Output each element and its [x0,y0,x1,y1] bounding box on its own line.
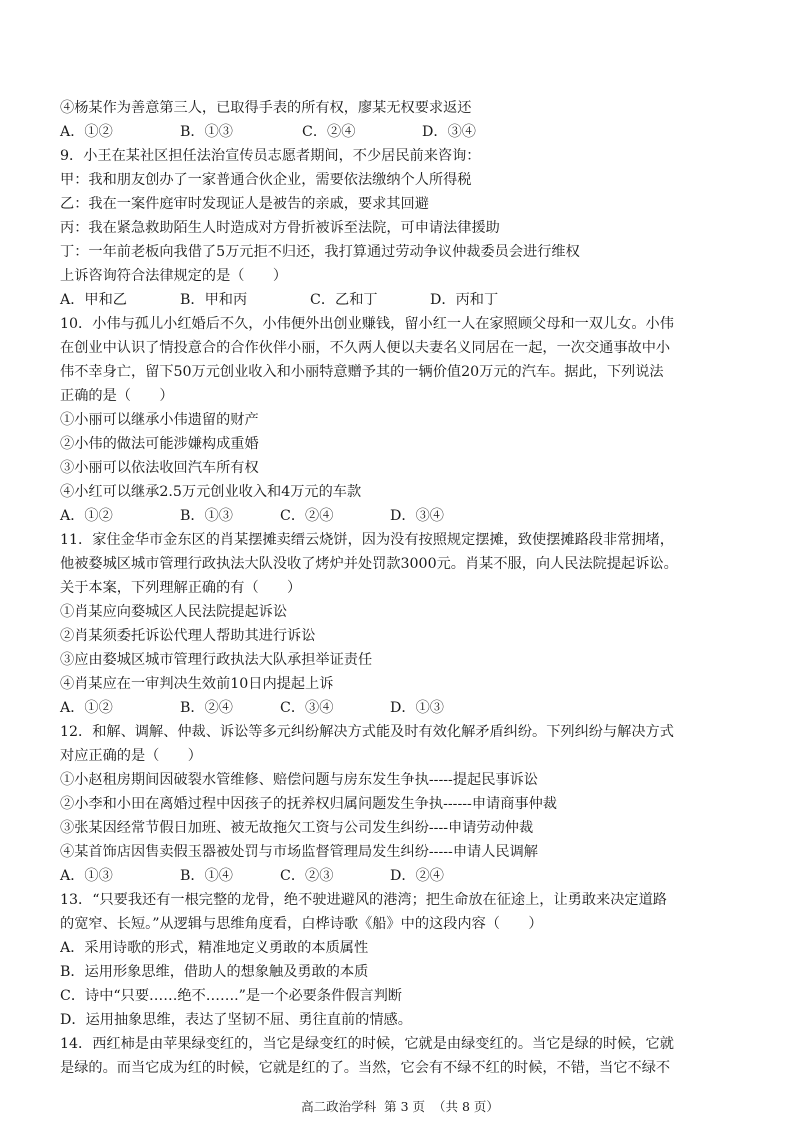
option-d: D．①③ [390,700,444,716]
q13-stem-2: 的宽窄、长短。”从逻辑与思维角度看，白桦诗歌《船》中的这段内容（ ） [60,916,543,932]
option-a: A．①② [60,124,113,140]
option-b: B．②④ [180,700,233,716]
option-d: D．丙和丁 [430,292,499,308]
q12-options [60,864,738,888]
option-d: D．③④ [422,124,476,140]
q9-stem: 9．小王在某社区担任法治宣传员志愿者期间，不少居民前来咨询： [60,148,481,164]
q8-statement-4: ④杨某作为善意第三人，已取得手表的所有权，廖某无权要求返还 [60,100,472,116]
option-a: A．①③ [60,868,113,884]
q11-stem-1: 11．家住金华市金东区的肖某摆摊卖缙云烧饼，因为没有按照规定摆摊，致使摆摊路段非常拥堵， [60,532,674,548]
q12-statement-4: ④某首饰店因售卖假玉器被处罚与市场监督管理局发生纠纷-----申请人民调解 [60,844,538,860]
q12-statement-3: ③张某因经常节假日加班、被无故拖欠工资与公司发生纠纷----申请劳动仲裁 [60,820,534,836]
q10-options [60,504,738,528]
q11-statement-4: ④肖某应在一审判决生效前10日内提起上诉 [60,676,334,692]
option-b: B．①③ [180,124,233,140]
q9-item-ding: 丁：一年前老板向我借了5万元拒不归还，我打算通过劳动争议仲裁委员会进行维权 [60,244,580,260]
q9-item-yi: 乙：我在一案件庭审时发现证人是被告的亲戚，要求其回避 [60,196,429,212]
q11-question: 关于本案，下列理解正确的有（ ） [60,580,302,596]
q10-stem-3: 伟不幸身亡，留下50万元创业收入和小丽特意赠予其的一辆价值20万元的汽车。据此，下列说法 [60,364,664,380]
option-d: D．③④ [390,508,444,524]
option-c: C．②④ [302,124,356,140]
q11-options [60,696,738,720]
q8-options [60,120,738,144]
q10-stem-2: 在创业中认识了情投意合的合作伙伴小丽，不久两人便以夫妻名义同居在一起，一次交通事故中小 [60,340,671,356]
q11-statement-3: ③应由婺城区城市管理行政执法大队承担举证责任 [60,652,373,668]
q10-statement-2: ②小伟的做法可能涉嫌构成重婚 [60,436,259,452]
q10-statement-1: ①小丽可以继承小伟遗留的财产 [60,412,259,428]
option-c: C．②④ [280,508,334,524]
q12-stem-1: 12．和解、调解、仲裁、诉讼等多元纠纷解决方式能及时有效化解矛盾纠纷。下列纠纷与解决方式 [60,724,674,740]
q12-statement-2: ②小李和小田在离婚过程中因孩子的抚养权归属问题发生争执------申请商事仲裁 [60,796,557,812]
q13-option-a: A．采用诗歌的形式，精准地定义勇敢的本质属性 [60,940,369,956]
q10-stem-1: 10．小伟与孤儿小红婚后不久，小伟便外出创业赚钱，留小红一人在家照顾父母和一双儿女。小伟 [60,316,674,332]
option-d: D．②④ [390,868,444,884]
q13-option-c: C．诗中“只要……绝不…….”是一个必要条件假言判断 [60,988,402,1004]
q9-question: 上诉咨询符合法律规定的是（ ） [60,268,288,284]
q13-option-d: D．运用抽象思维，表达了坚韧不屈、勇往直前的情感。 [60,1012,412,1028]
option-c: C．乙和丁 [310,292,378,308]
option-a: A．①② [60,700,113,716]
q12-statement-1: ①小赵租房期间因破裂水管维修、赔偿问题与房东发生争执-----提起民事诉讼 [60,772,538,788]
q13-stem-1: 13．“只要我还有一根完整的龙骨，绝不驶进避风的港湾；把生命放在征途上，让勇敢来决定道路 [60,892,667,908]
q11-stem-2: 他被婺城区城市管理行政执法大队没收了烤炉并处罚款3000元。肖某不服，向人民法院提起诉讼。 [60,556,678,572]
q11-statement-2: ②肖某须委托诉讼代理人帮助其进行诉讼 [60,628,316,644]
q10-statement-4: ④小红可以继承2.5万元创业收入和4万元的车款 [60,484,362,500]
option-b: B．甲和丙 [180,292,248,308]
option-b: B．①③ [180,508,233,524]
q10-question: 正确的是（ ） [60,388,174,404]
footer-page-number: 第 3 页 [384,1099,425,1114]
footer-subject: 高二政治学科 [301,1099,377,1114]
page-footer [0,1097,800,1117]
q10-statement-3: ③小丽可以依法收回汽车所有权 [60,460,259,476]
footer-total-pages: （共 8 页） [432,1099,499,1114]
q9-item-jia: 甲：我和朋友创办了一家普通合伙企业，需要依法缴纳个人所得税 [60,172,472,188]
q11-statement-1: ①肖某应向婺城区人民法院提起诉讼 [60,604,288,620]
option-c: C．②③ [280,868,334,884]
option-a: A．甲和乙 [60,292,127,308]
q12-question: 对应正确的是（ ） [60,748,202,764]
q9-options [60,288,738,312]
q14-stem-2: 是绿的。而当它成为红的时候，它就是红的了。当然，它会有不绿不红的时候，不错，当它不绿不 [60,1060,671,1076]
q14-stem-1: 14．西红柿是由苹果绿变红的，当它是绿变红的时候，它就是由绿变红的。当它是绿的时候，它就 [60,1036,674,1052]
q13-option-b: B．运用形象思维，借助人的想象触及勇敢的本质 [60,964,369,980]
option-b: B．①④ [180,868,233,884]
option-a: A．①② [60,508,113,524]
option-c: C．③④ [280,700,334,716]
q9-item-bing: 丙：我在紧急救助陌生人时造成对方骨折被诉至法院，可申请法律援助 [60,220,500,236]
